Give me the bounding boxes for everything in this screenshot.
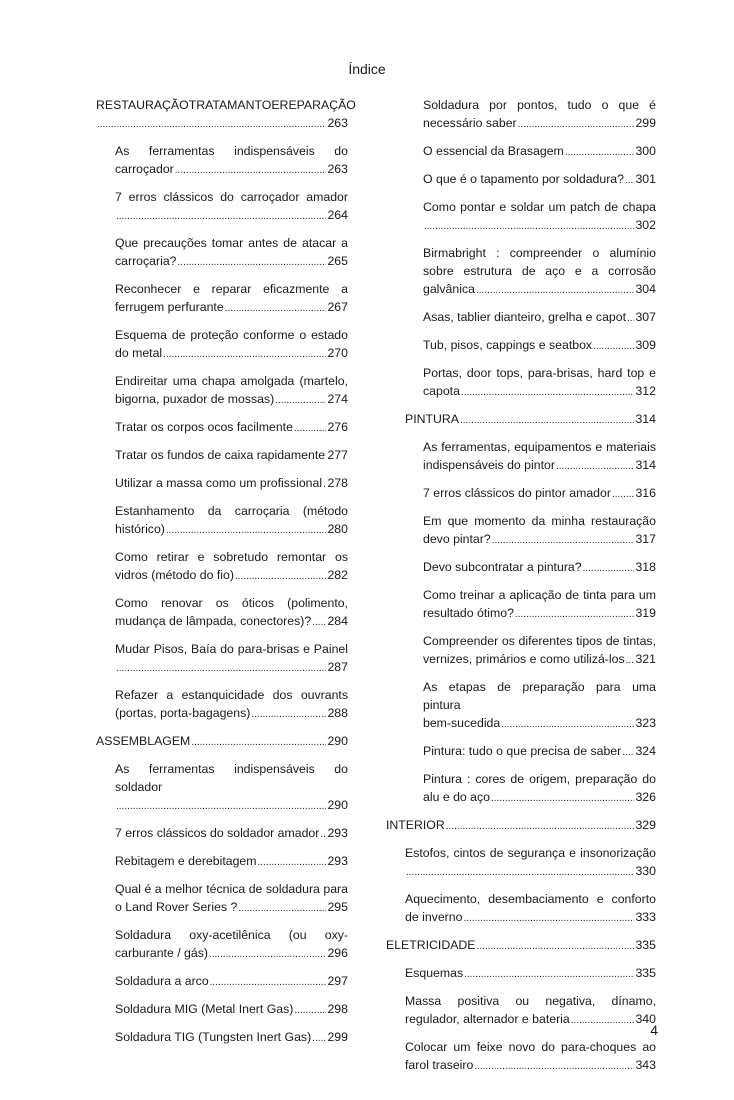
dot-leader — [166, 522, 327, 540]
toc-entry-title: galvânica — [423, 282, 475, 296]
dot-leader — [501, 716, 634, 734]
toc-page-number: 293 — [327, 826, 348, 840]
dot-leader — [593, 338, 634, 356]
toc-entry[interactable] — [423, 142, 656, 162]
toc-entry-title: carburante / gás) — [115, 946, 208, 960]
toc-page-number: 282 — [327, 568, 348, 582]
toc-page-number: 274 — [327, 392, 348, 406]
toc-entry[interactable] — [405, 1038, 656, 1076]
toc-page-number: 298 — [327, 1002, 348, 1016]
toc-page-number: 287 — [327, 660, 348, 674]
toc-entry-title: Devo subcontratar a pintura? — [423, 560, 582, 574]
toc-entry-title-line: As ferramentas indispensáveis do — [115, 144, 348, 158]
toc-entry-title: Utilizar a massa como um profissional — [115, 476, 323, 490]
dot-leader — [460, 412, 634, 430]
toc-entry-title: vernizes, primários e como utilizá-los — [423, 652, 625, 666]
toc-page-number: 299 — [327, 1030, 348, 1044]
toc-entry-title-line: Colocar um feixe novo do para-choques ao — [405, 1040, 656, 1054]
toc-entry-title: regulador, alternador e bateria — [405, 1012, 570, 1026]
toc-entry[interactable] — [96, 96, 356, 134]
toc-entry[interactable] — [115, 280, 348, 318]
toc-entry-title: devo pintar? — [423, 532, 491, 546]
toc-entry-title-line: Como pontar e soldar um patch de chapa — [423, 200, 656, 214]
toc-entry-title-line: RESTAURAÇÃOTRATAMANTOEREPARAÇÃO — [96, 98, 356, 112]
toc-entry-title: Soldadura TIG (Tungsten Inert Gas) — [115, 1030, 312, 1044]
toc-entry-title-line: Que precauções tomar antes de atacar a — [115, 236, 348, 250]
toc-entry-title-line: Portas, door tops, para-brisas, hard top e — [423, 366, 656, 380]
dot-leader — [294, 1002, 326, 1020]
toc-entry-title: 7 erros clássicos do pintor amador — [423, 486, 611, 500]
dot-leader — [235, 568, 327, 586]
toc-entry[interactable] — [115, 188, 348, 226]
toc-page-number: 324 — [635, 744, 656, 758]
toc-entry-title: farol traseiro — [405, 1058, 474, 1072]
toc-entry[interactable] — [423, 96, 656, 134]
toc-entry-title-line: Pintura : cores de origem, preparação do — [423, 772, 656, 786]
toc-page-number: 284 — [327, 614, 348, 628]
dot-leader — [323, 476, 326, 494]
toc-entry[interactable] — [405, 964, 656, 984]
toc-entry[interactable] — [423, 336, 656, 356]
toc-entry-title: bem-sucedida — [423, 716, 501, 730]
dot-leader — [191, 734, 326, 752]
dot-leader — [463, 910, 634, 928]
dot-leader — [622, 744, 634, 762]
page-number: 4 — [650, 1022, 658, 1038]
toc-page-number: 278 — [327, 476, 348, 490]
toc-entry[interactable] — [423, 558, 656, 578]
dot-leader — [492, 532, 635, 550]
toc-page-number: 333 — [635, 910, 656, 924]
dot-leader — [612, 486, 635, 504]
toc-entry-title: necessário saber — [423, 116, 517, 130]
toc-entry-title: Tratar os corpos ocos facilmente — [115, 420, 293, 434]
toc-page-number: 264 — [327, 208, 348, 222]
toc-entry-title: ELETRICIDADE — [386, 938, 476, 952]
toc-entry[interactable] — [115, 760, 348, 816]
toc-entry[interactable] — [423, 364, 656, 402]
toc-page-number: 297 — [327, 974, 348, 988]
toc-entry-title-line: Aquecimento, desembaciamento e conforto — [405, 892, 656, 906]
dot-leader — [406, 864, 634, 882]
toc-entry-title: de inverno — [405, 910, 463, 924]
toc-entry[interactable] — [115, 852, 348, 872]
toc-entry-title: (portas, porta-bagagens) — [115, 706, 251, 720]
toc-entry[interactable] — [115, 418, 348, 438]
dot-leader — [116, 798, 326, 816]
toc-entry-title: Tratar os fundos de caixa rapidamente — [115, 448, 326, 462]
toc-entry[interactable] — [423, 484, 656, 504]
dot-leader — [583, 560, 635, 578]
toc-entry[interactable] — [423, 308, 656, 328]
dot-leader — [464, 966, 634, 984]
dot-leader — [320, 826, 326, 844]
toc-entry-title: Soldadura a arco — [115, 974, 209, 988]
dot-leader — [518, 116, 635, 134]
toc-entry[interactable] — [115, 502, 348, 540]
toc-page-number: 301 — [635, 172, 656, 186]
toc-entry[interactable] — [115, 880, 348, 918]
toc-entry-title-line: Como retirar e sobretudo remontar os — [115, 550, 348, 564]
toc-entry[interactable] — [115, 142, 348, 180]
toc-entry[interactable] — [386, 936, 656, 956]
toc-page-number: 335 — [635, 938, 656, 952]
toc-page-number: 309 — [635, 338, 656, 352]
dot-leader — [163, 346, 326, 364]
toc-entry-title: Esquemas — [405, 966, 464, 980]
toc-entry-title-line: Estofos, cintos de segurança e insonorização — [405, 846, 656, 860]
toc-page-number: 270 — [327, 346, 348, 360]
dot-leader — [116, 660, 326, 678]
toc-entry-title-line: sobre estrutura de aço e a corrosão — [423, 264, 656, 278]
toc-entry-title-line: Compreender os diferentes tipos de tintas, — [423, 634, 656, 648]
toc-entry-title: alu e do aço — [423, 790, 491, 804]
toc-entry[interactable] — [115, 326, 348, 364]
toc-page-number: 321 — [635, 652, 656, 666]
toc-page-number: 265 — [327, 254, 348, 268]
toc-entry-title-line: Refazer a estanquicidade dos ouvrants — [115, 688, 348, 702]
dot-leader — [556, 458, 635, 476]
toc-entry-title-line: As etapas de preparação para uma pintura — [423, 680, 656, 712]
dot-leader — [565, 144, 635, 162]
dot-leader — [312, 614, 326, 632]
dot-leader — [626, 652, 635, 670]
toc-entry-title-line: Estanhamento da carroçaria (método — [115, 504, 348, 518]
dot-leader — [477, 938, 635, 956]
toc-page-number: 340 — [635, 1012, 656, 1026]
toc-entry[interactable] — [115, 1028, 348, 1048]
toc-entry-title: vidros (método do fio) — [115, 568, 234, 582]
toc-entry-title: Rebitagem e derebitagem — [115, 854, 257, 868]
toc-entry-title-line: Como renovar os óticos (polimento, — [115, 596, 348, 610]
dot-leader — [312, 1030, 326, 1048]
dot-leader — [491, 790, 634, 808]
toc-page-number: 304 — [635, 282, 656, 296]
dot-leader — [461, 384, 635, 402]
toc-entry[interactable] — [115, 446, 348, 466]
toc-entry[interactable] — [115, 548, 348, 586]
toc-page-number: 330 — [635, 864, 656, 878]
toc-entry-title: capota — [423, 384, 460, 398]
toc-page-number: 277 — [327, 448, 348, 462]
toc-entry[interactable] — [405, 992, 656, 1030]
toc-entry-title: indispensáveis do pintor — [423, 458, 555, 472]
dot-leader — [627, 310, 634, 328]
toc-entry[interactable] — [115, 474, 348, 494]
toc-page-number: 302 — [635, 218, 656, 232]
toc-page-number: 314 — [635, 412, 656, 426]
dot-leader — [258, 854, 327, 872]
toc-right-column — [386, 96, 656, 1076]
page-title: Índice — [348, 61, 386, 77]
toc-entry[interactable] — [115, 972, 348, 992]
toc-entry[interactable] — [115, 640, 348, 678]
toc-page-number: 276 — [327, 420, 348, 434]
toc-entry[interactable] — [96, 732, 348, 752]
toc-page-number: 329 — [635, 818, 656, 832]
toc-entry-title-line: Mudar Pisos, Baía do para-brisas e Painel — [115, 642, 348, 656]
toc-entry-title: resultado ótimo? — [423, 606, 514, 620]
toc-page-number: 318 — [635, 560, 656, 574]
toc-entry-title: carroçaria? — [115, 254, 177, 268]
toc-entry[interactable] — [423, 198, 656, 236]
toc-page-number: 290 — [327, 734, 348, 748]
toc-entry-title-line: Reconhecer e reparar eficazmente a — [115, 282, 348, 296]
toc-page-number: 299 — [635, 116, 656, 130]
toc-entry[interactable] — [405, 410, 656, 430]
toc-entry[interactable] — [405, 844, 656, 882]
toc-entry-title: PINTURA — [405, 412, 459, 426]
toc-page-number: 296 — [327, 946, 348, 960]
dot-leader — [275, 392, 326, 410]
toc-entry[interactable] — [423, 770, 656, 808]
toc-entry-title-line: Soldadura por pontos, tudo o que é — [423, 98, 656, 112]
toc-entry-title: Pintura: tudo o que precisa de saber — [423, 744, 622, 758]
toc-page-number: 280 — [327, 522, 348, 536]
toc-entry-title: O que é o tapamento por soldadura? — [423, 172, 624, 186]
dot-leader — [476, 282, 635, 300]
toc-page-number: 300 — [635, 144, 656, 158]
dot-leader — [571, 1012, 635, 1030]
toc-entry-title: o Land Rover Series ? — [115, 900, 238, 914]
toc-page-number: 307 — [635, 310, 656, 324]
toc-entry-title: Asas, tablier dianteiro, grelha e capot — [423, 310, 627, 324]
toc-entry-title: do metal — [115, 346, 163, 360]
toc-page-number: 316 — [635, 486, 656, 500]
toc-entry[interactable] — [423, 742, 656, 762]
toc-entry-title-line: Qual é a melhor técnica de soldadura para — [115, 882, 348, 896]
toc-page-number: 323 — [635, 716, 656, 730]
toc-entry[interactable] — [115, 372, 348, 410]
toc-entry-title-line: Endireitar uma chapa amolgada (martelo, — [115, 374, 348, 388]
toc-page-number: 319 — [635, 606, 656, 620]
toc-page-number: 343 — [635, 1058, 656, 1072]
dot-leader — [515, 606, 635, 624]
toc-entry[interactable] — [423, 170, 656, 190]
dot-leader — [116, 208, 326, 226]
dot-leader — [625, 172, 634, 190]
dot-leader — [178, 254, 327, 272]
toc-entry[interactable] — [115, 824, 348, 844]
toc-entry-title: bigorna, puxador de mossas) — [115, 392, 275, 406]
toc-entry-title: Tub, pisos, cappings e seatbox — [423, 338, 593, 352]
toc-page-number: 314 — [635, 458, 656, 472]
toc-entry-title: ASSEMBLAGEM — [96, 734, 191, 748]
toc-entry-title-line: Massa positiva ou negativa, dínamo, — [405, 994, 656, 1008]
toc-page-number: 290 — [327, 798, 348, 812]
toc-entry[interactable] — [115, 594, 348, 632]
toc-page-number: 312 — [635, 384, 656, 398]
toc-entry-title-line: 7 erros clássicos do carroçador amador — [115, 190, 348, 204]
dot-leader — [97, 116, 326, 134]
toc-entry-title-line: Birmabright : compreender o alumínio — [423, 246, 656, 260]
dot-leader — [474, 1058, 634, 1076]
toc-entry-title: INTERIOR — [386, 818, 445, 832]
toc-entry-title: histórico) — [115, 522, 165, 536]
toc-entry-title-line: Em que momento da minha restauração — [423, 514, 656, 528]
dot-leader — [251, 706, 326, 724]
toc-entry-title: mudança de lâmpada, conectores)? — [115, 614, 312, 628]
toc-page-number: 317 — [635, 532, 656, 546]
toc-entry-title-line: Soldadura oxy-acetilênica (ou oxy- — [115, 928, 348, 942]
dot-leader — [175, 162, 327, 180]
toc-entry[interactable] — [423, 512, 656, 550]
toc-entry[interactable] — [423, 438, 656, 476]
toc-entry-title: 7 erros clássicos do soldador amador — [115, 826, 320, 840]
toc-entry-title: O essencial da Brasagem — [423, 144, 564, 158]
toc-entry-title: Soldadura MIG (Metal Inert Gas) — [115, 1002, 294, 1016]
toc-page-number: 326 — [635, 790, 656, 804]
toc-entry[interactable] — [115, 1000, 348, 1020]
toc-entry[interactable] — [423, 244, 656, 300]
toc-entry[interactable] — [115, 686, 348, 724]
dot-leader — [446, 818, 635, 836]
dot-leader — [294, 420, 327, 438]
toc-page-number: 295 — [327, 900, 348, 914]
toc-entry-title-line: Esquema de proteção conforme o estado — [115, 328, 348, 342]
toc-page-number: 293 — [327, 854, 348, 868]
dot-leader — [209, 946, 327, 964]
toc-entry[interactable] — [115, 926, 348, 964]
toc-left-column — [96, 96, 356, 1048]
toc-page-number: 263 — [327, 116, 348, 130]
toc-entry-title-line: Como treinar a aplicação de tinta para um — [423, 588, 656, 602]
toc-entry[interactable] — [115, 234, 348, 272]
toc-page-number: 267 — [327, 300, 348, 314]
dot-leader — [210, 974, 327, 992]
toc-page-number: 263 — [327, 162, 348, 176]
toc-entry-title-line: As ferramentas, equipamentos e materiais — [423, 440, 656, 454]
toc-entry[interactable] — [423, 632, 656, 670]
toc-page-number: 335 — [635, 966, 656, 980]
toc-entry-title: carroçador — [115, 162, 174, 176]
toc-entry-title: ferrugem perfurante — [115, 300, 224, 314]
toc-entry[interactable] — [423, 678, 656, 734]
toc-entry-title-line: As ferramentas indispensáveis do soldador — [115, 762, 348, 794]
toc-entry[interactable] — [386, 816, 656, 836]
toc-entry[interactable] — [405, 890, 656, 928]
dot-leader — [424, 218, 634, 236]
dot-leader — [225, 300, 327, 318]
toc-page-number: 288 — [327, 706, 348, 720]
dot-leader — [238, 900, 326, 918]
toc-entry[interactable] — [423, 586, 656, 624]
